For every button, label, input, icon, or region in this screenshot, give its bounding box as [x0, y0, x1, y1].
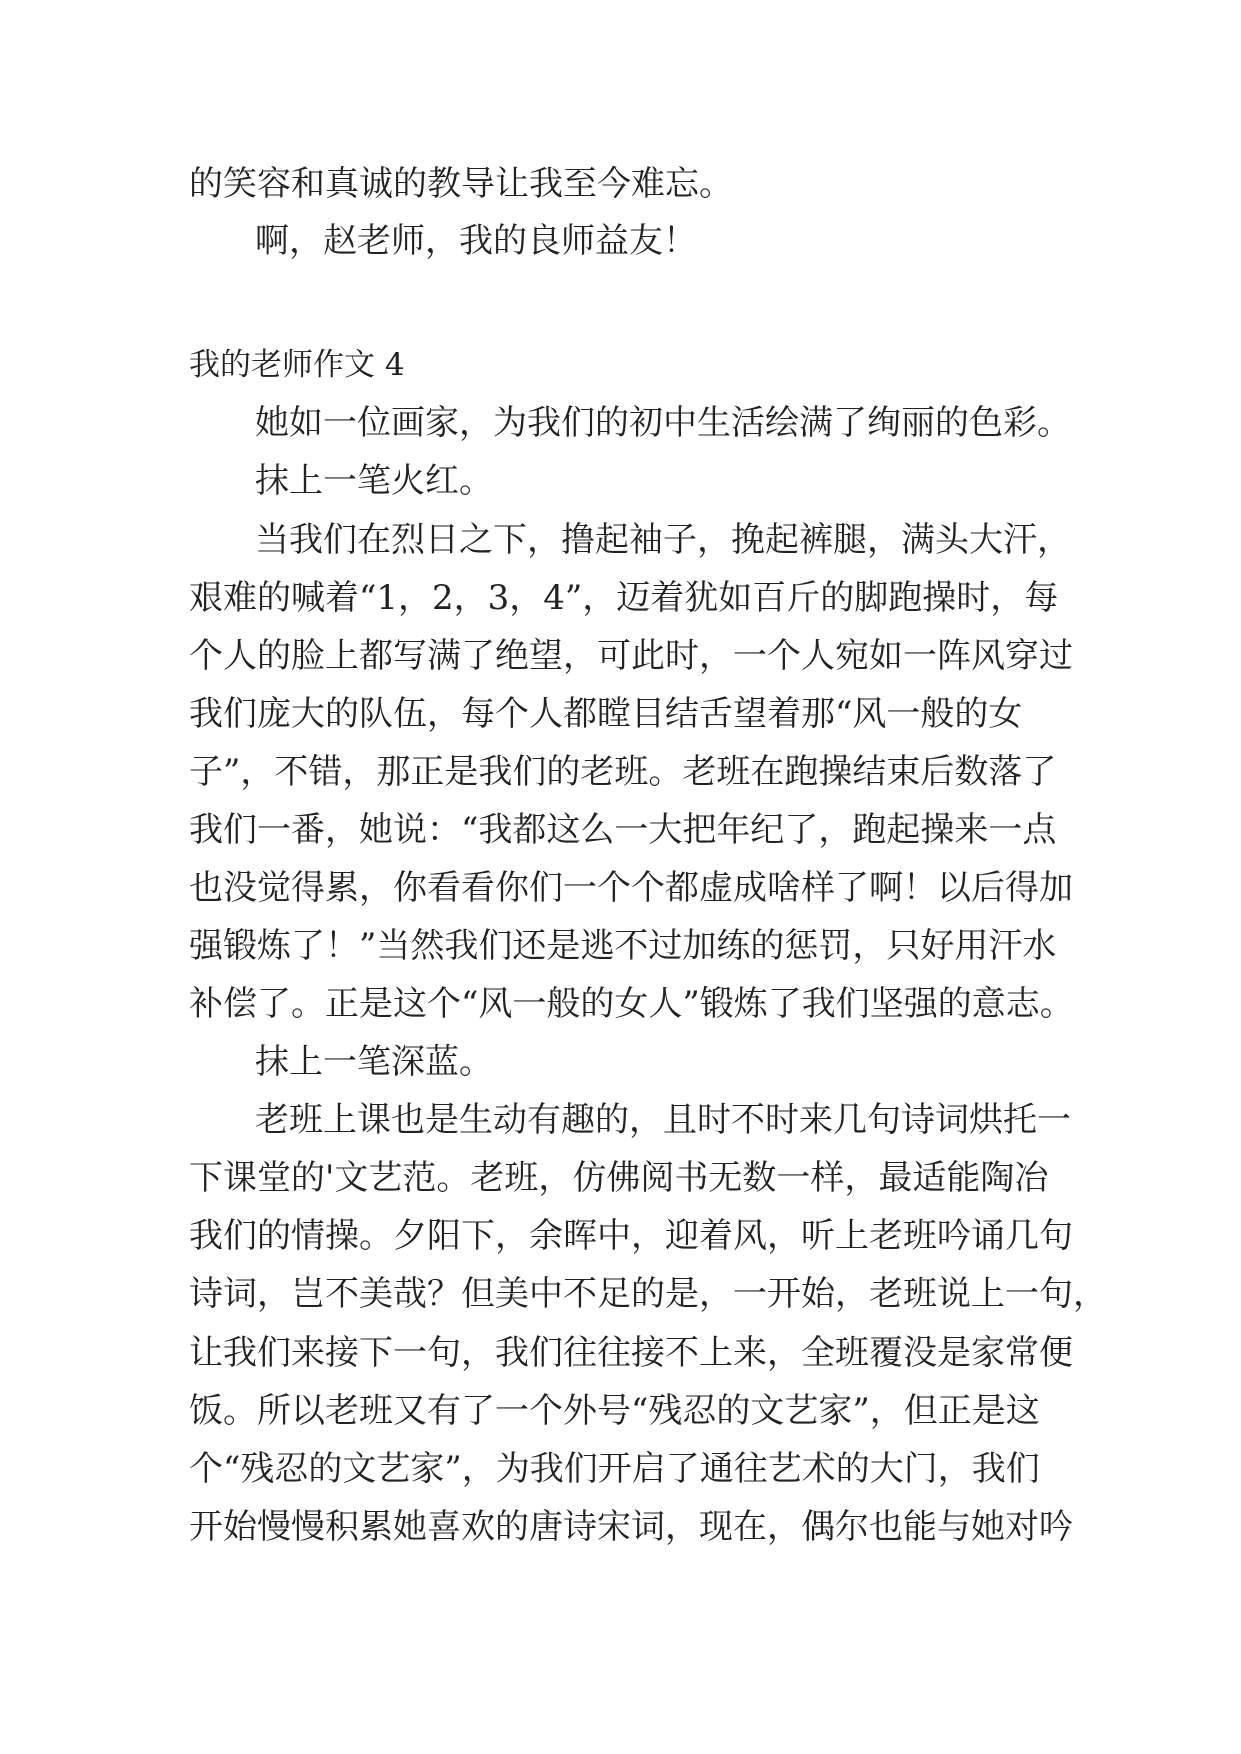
- text-line: 诗词，岂不美哉？但美中不足的是，一开始，老班说上一句，: [189, 1274, 1107, 1314]
- text-line: 个人的脸上都写满了绝望，可此时，一个人宛如一阵风穿过: [189, 636, 1073, 676]
- text-line: 我们一番，她说：“我都这么一大把年纪了，跑起操来一点: [189, 810, 1057, 850]
- text-line: 让我们来接下一句，我们往往接不上来，全班覆没是家常便: [189, 1333, 1073, 1373]
- text-line: 子”，不错，那正是我们的老班。老班在跑操结束后数落了: [189, 752, 1057, 792]
- text-line: 补偿了。正是这个“风一般的女人”锻炼了我们坚强的意志。: [189, 984, 1074, 1024]
- text-line: 强锻炼了！”当然我们还是逃不过加练的惩罚，只好用汗水: [189, 926, 1057, 966]
- text-line: 我们的情操。夕阳下，余晖中，迎着风，听上老班吟诵几句: [189, 1216, 1073, 1256]
- text-line: 啊，赵老师，我的良师益友！: [255, 221, 697, 261]
- text-line: 老班上课也是生动有趣的，且时不时来几句诗词烘托一: [255, 1100, 1071, 1140]
- text-line: 开始慢慢积累她喜欢的唐诗宋词，现在，偶尔也能与她对吟: [189, 1507, 1073, 1547]
- text-line: 个“残忍的文艺家”，为我们开启了通往艺术的大门，我们: [189, 1449, 1040, 1489]
- text-line: 我们庞大的队伍，每个人都瞠目结舌望着那“风一般的女: [189, 694, 1023, 734]
- text-line: 抹上一笔深蓝。: [255, 1042, 493, 1082]
- text-line: 也没觉得累，你看看你们一个个都虚成啥样了啊！以后得加: [189, 868, 1073, 908]
- text-line: 抹上一笔火红。: [255, 461, 493, 501]
- text-line: 她如一位画家，为我们的初中生活绘满了绚丽的色彩。: [255, 403, 1071, 443]
- text-line: 当我们在烈日之下，撸起袖子，挽起裤腿，满头大汗，: [255, 520, 1071, 560]
- text-line: 下课堂的'文艺范。老班，仿佛阅书无数一样，最适能陶冶: [189, 1158, 1049, 1198]
- text-line: 艰难的喊着“1，2，3，4”，迈着犹如百斤的脚跑操时，每: [189, 578, 1059, 618]
- text-line: 饭。所以老班又有了一个外号“残忍的文艺家”，但正是这: [189, 1391, 1040, 1431]
- text-line: 的笑容和真诚的教导让我至今难忘。: [189, 164, 733, 204]
- section-heading: 我的老师作文 4: [189, 347, 405, 383]
